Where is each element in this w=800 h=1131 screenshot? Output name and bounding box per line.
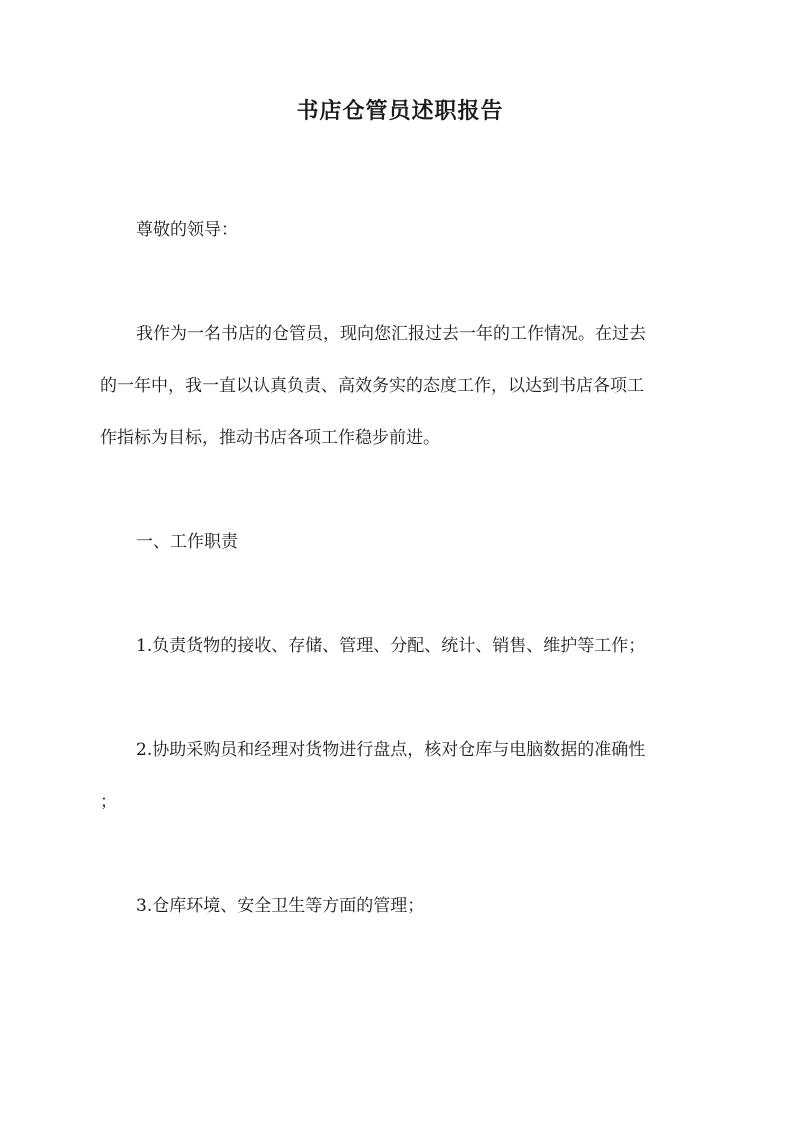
intro-line-1: 我作为一名书店的仓管员，现向您汇报过去一年的工作情况。在过去 <box>136 324 646 344</box>
duty-item-3: 3.仓库环境、安全卫生等方面的管理； <box>136 896 425 916</box>
intro-line-2: 的一年中，我一直以认真负责、高效务实的态度工作，以达到书店各项工 <box>100 376 644 396</box>
salutation: 尊敬的领导： <box>136 220 238 240</box>
duty-item-1: 1.负责货物的接收、存储、管理、分配、统计、销售、维护等工作； <box>136 636 646 656</box>
duty-item-2-tail: ； <box>100 792 117 812</box>
document-title: 书店仓管员述职报告 <box>296 98 504 124</box>
duty-item-2: 2.协助采购员和经理对货物进行盘点，核对仓库与电脑数据的准确性 <box>136 740 646 760</box>
section-heading: 一、工作职责 <box>136 532 238 552</box>
intro-line-3: 作指标为目标，推动书店各项工作稳步前进。 <box>100 428 440 448</box>
